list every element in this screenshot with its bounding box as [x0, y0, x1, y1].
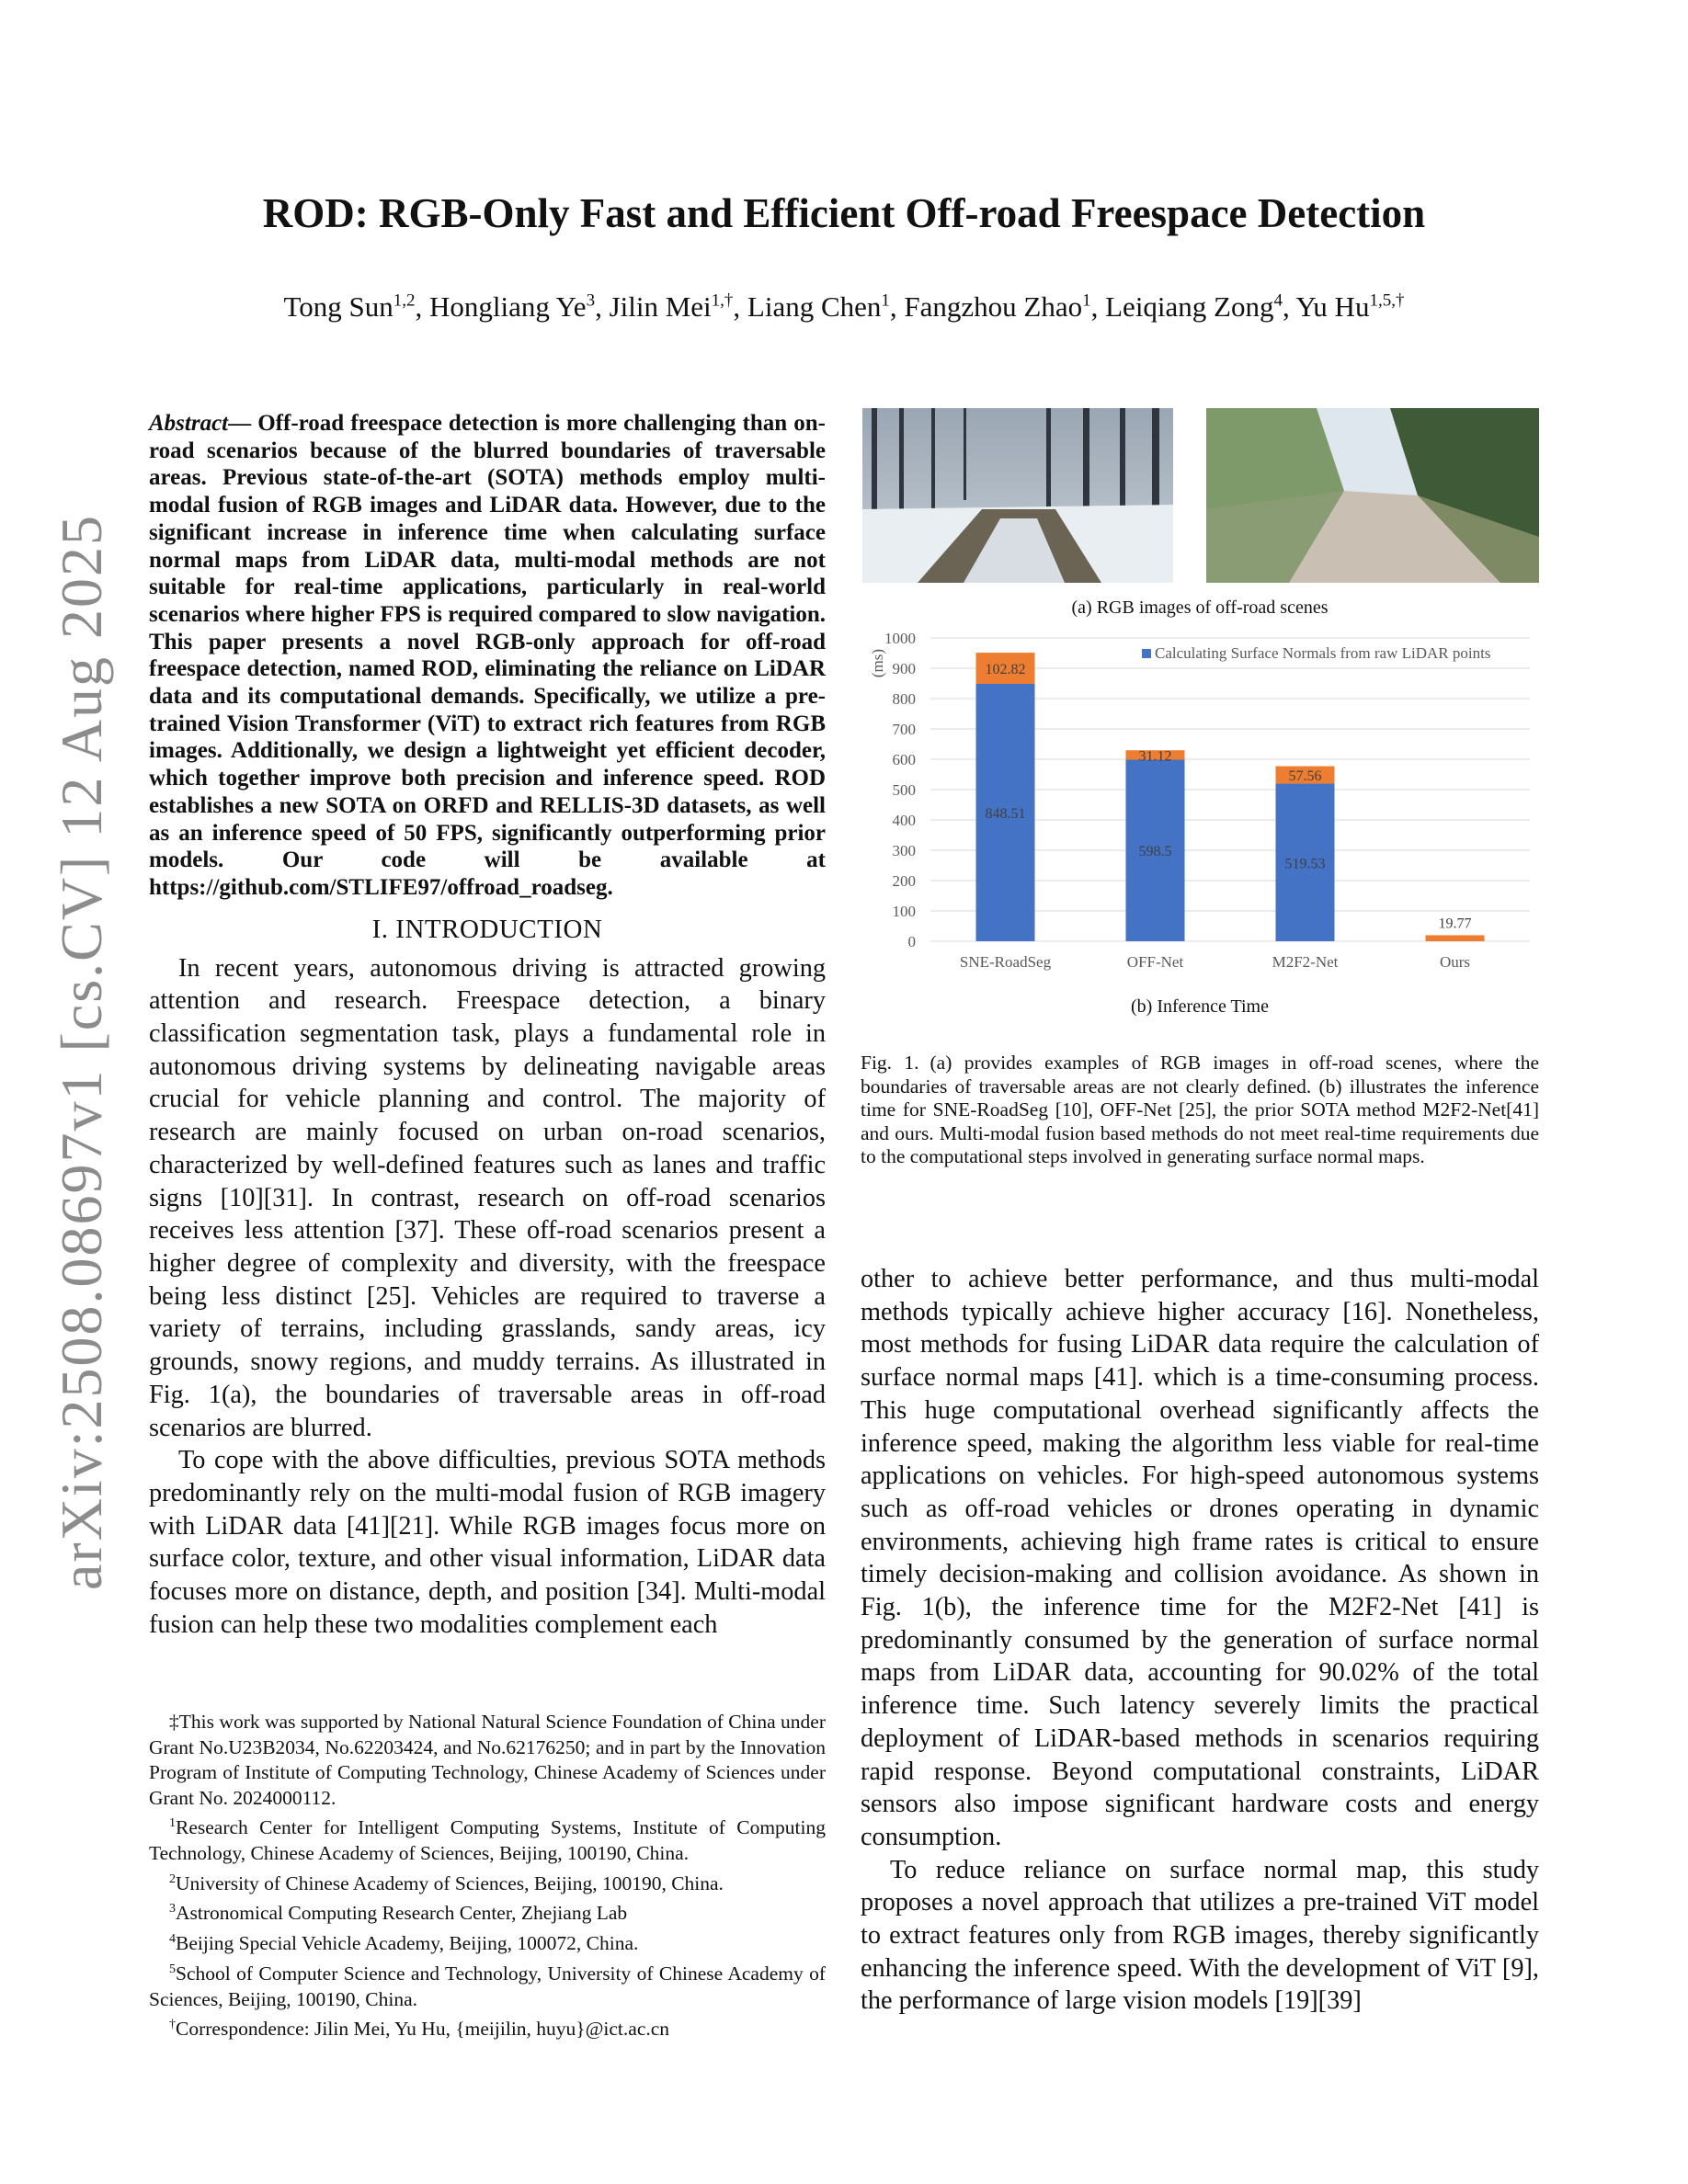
author: Yu Hu [1295, 290, 1370, 323]
abstract-lead: Abstract [149, 411, 229, 436]
affiliation-note: $^1$Research Center for Intelligent Computing Systems, Institute of Computing Technology, Chinese Academy of Sciences, Beijing, 100190, China. [149, 1816, 826, 1865]
y-tick-label: 900 [892, 660, 916, 677]
footnote-mark: 1 [169, 1816, 176, 1831]
author-affil: 1,5,† [1369, 290, 1405, 311]
y-tick-label: 100 [892, 903, 916, 920]
snow-forest-photo [862, 408, 1173, 583]
section-heading: I. INTRODUCTION [371, 914, 603, 944]
author-list: Tong Sun$^{1,2}$, Hongliang Ye$^3$, Jilin Mei$^{1,\dagger}$, Liang Chen$^1$, Fangzhou Zhao$^1$, Leiqiang Zong$^4$, Yu $Hu^{1,5,\dagger}$ [283, 290, 1405, 323]
y-tick-label: 1000 [884, 630, 916, 647]
data-label: 57.56 [1288, 768, 1322, 785]
intro-paragraph-1: In recent years, autonomous driving is attracted growing attention and research. Freespace detection, a binary classification segmentation task, plays a fundamental role in autonomous driving systems by delineating navigable areas crucial for vehicle planning and control. The majority of research are mainly focused on urban on-road scenarios, characterized by well-defined features such as lanes and traffic signs [10][31]. In contrast, research on off-road scenarios receives less attention [37]. These off-road scenarios present a higher degree of complexity and diversity, with the freespace being less distinct [25]. Vehicles are required to traverse a variety of terrains, including grasslands, sandy areas, icy grounds, snowy regions, and muddy terrains. As illustrated in Fig. 1(a), the boundaries of traversable areas in off-road scenarios are blurred. [149, 953, 826, 1442]
data-label: 19.77 [1438, 916, 1472, 932]
author: Liang Chen [747, 290, 882, 323]
footnote-mark: † [169, 2018, 176, 2032]
affiliation-note: $^5$School of Computer Science and Technology, University of Chinese Academy of Sciences, Beijing, 100190, China. [149, 1962, 826, 2010]
x-tick-label: M2F2-Net [1272, 953, 1339, 971]
legend-label: Calculating Surface Normals from raw LiDAR points [1155, 644, 1491, 662]
footnote-mark: 2 [169, 1871, 176, 1886]
right-paragraph-2: To reduce reliance on surface normal map, this study proposes a novel approach that utilizes a pre-trained ViT model to extract features only from RGB images, thereby significantly enhancing the inference speed. With the development of ViT [9], the performance of large vision models [19][39] [861, 1855, 1539, 2016]
author: Hongliang Ye [429, 290, 587, 323]
abstract-dash: — [228, 411, 252, 436]
y-tick-label: 300 [892, 842, 916, 859]
data-label: 598.5 [1138, 844, 1172, 860]
author: Leiqiang Zong [1105, 290, 1274, 323]
data-label: 31.12 [1138, 748, 1172, 765]
dirt-road-photo [1206, 408, 1539, 583]
author-affil: 1 [881, 290, 890, 311]
author-affil: 1 [1082, 290, 1091, 311]
abstract-text: Off-road freespace detection is more challenging than on-road scenarios because of the blurred boundaries of traversable areas. Previous state-of-the-art (SOTA) methods employ multi-modal fusion of RGB images and LiDAR data. However, due to the significant increase in inference time when calculating surface normal maps from LiDAR data, multi-modal methods are not suitable for real-time applications, particularly in real-world scenarios where higher FPS is required compared to slow navigation. This paper presents a novel RGB-only approach for off-road freespace detection, named ROD, eliminating the reliance on LiDAR data and its computational demands. Specifically, we utilize a pre-trained Vision Transformer (ViT) to extract rich features from RGB images. Additionally, we design a lightweight yet efficient decoder, which together improve both precision and inference speed. ROD establishes a new SOTA on ORFD and RELLIS-3D datasets, as well as an inference speed of 50 FPS, significantly outperforming prior models. Our code will be available at https://github.com/STLIFE97/offroad_roadseg. [149, 411, 826, 900]
y-tick-label: 0 [907, 933, 916, 950]
footnote-mark: 5 [169, 1962, 176, 1976]
right-column-text [861, 1263, 1539, 2018]
y-tick-label: 600 [892, 751, 916, 768]
legend-swatch [1142, 649, 1151, 658]
inference-time-chart [861, 625, 1539, 993]
footnotes [149, 1710, 826, 2042]
affiliation-note: $^3$Astronomical Computing Research Center, Zhejiang Lab [169, 1902, 628, 1925]
author: Tong Sun [283, 290, 393, 323]
paper-title: ROD: RGB-Only Fast and Efficient Off-road Freespace Detection [262, 190, 1426, 236]
x-tick-label: Ours [1439, 953, 1471, 971]
figure-caption [861, 1052, 1539, 1169]
footnote-mark: 3 [169, 1902, 176, 1917]
author-affil: 1,† [711, 290, 734, 311]
author-affil: 4 [1273, 290, 1283, 311]
figure-caption-label: Fig. 1. [861, 1052, 919, 1074]
affiliation-note: $^2$University of Chinese Academy of Sciences, Beijing, 100190, China. [169, 1871, 724, 1894]
y-axis-label: (ms) [869, 649, 886, 678]
data-label: 848.51 [985, 805, 1026, 822]
y-tick-label: 700 [892, 721, 916, 738]
y-tick-label: 200 [892, 872, 916, 890]
correspondence-note: †Correspondence: Jilin Mei, Yu Hu, {meijilin, huyu}@ict.ac.cn [169, 2018, 670, 2041]
figure-b-label: (b) Inference Time [1131, 996, 1269, 1017]
footnote-mark: 4 [169, 1932, 176, 1947]
y-tick-label: 500 [892, 781, 916, 799]
data-label: 102.82 [985, 662, 1026, 678]
figure-a-label: (a) RGB images of off-road scenes [1071, 597, 1329, 618]
x-tick-label: SNE-RoadSeg [959, 953, 1052, 971]
intro-paragraph-2: To cope with the above difficulties, previous SOTA methods predominantly rely on the multi-modal fusion of RGB imagery with LiDAR data [41][21]. While RGB images focus more on surface color, texture, and other visual information, LiDAR data focuses more on distance, depth, and position [34]. Multi-modal fusion can help these two modalities complement each [149, 1446, 826, 1639]
abstract [149, 410, 826, 902]
funding-note: ‡This work was supported by National Natural Science Foundation of China under Grant No.U23B2034, No.62203424, and No.62176250; and in part by the Innovation Program of Institute of Computing Technology, Chinese Academy of Sciences under Grant No. 2024000112. [149, 1711, 826, 1809]
y-tick-label: 400 [892, 812, 916, 829]
chart-svg [861, 625, 1539, 993]
right-paragraph-1: other to achieve better performance, and thus multi-modal methods typically achieve higher accuracy [16]. Nonetheless, most methods for fusing LiDAR data require the calculation of surface normal maps [41]. which is a time-consuming process. This huge computational overhead significantly affects the inference speed, making the algorithm less viable for real-time applications on vehicles. For high-speed autonomous systems such as off-road vehicles or drones operating in dynamic environments, achieving high frame rates is critical to ensure timely decision-making and collision avoidance. As shown in Fig. 1(b), the inference time for the M2F2-Net [41] is predominantly consumed by the generation of surface normal maps from LiDAR data, accounting for 90.02% of the total inference time. Such latency severely limits the practical deployment of LiDAR-based methods in scenarios requiring rapid response. Beyond computational constraints, LiDAR sensors also impose significant hardware costs and energy consumption. [861, 1265, 1539, 1851]
author-affil: 3 [586, 290, 596, 311]
affiliation-note: $^4$Beijing Special Vehicle Academy, Beijing, 100072, China. [169, 1932, 639, 1955]
figure-caption-text: (a) provides examples of RGB images in off-road scenes, where the boundaries of traversable areas are not clearly defined. (b) illustrates the inference time for SNE-RoadSeg [10], OFF-Net [25], the prior SOTA method M2F2-Net[41] and ours. Multi-modal fusion based methods do not meet real-time requirements due to the computational steps involved in generating surface normal maps. [861, 1052, 1539, 1168]
data-label: 519.53 [1284, 856, 1326, 872]
y-tick-label: 800 [892, 690, 916, 708]
x-tick-label: OFF-Net [1126, 953, 1184, 971]
author: Fangzhou Zhao [904, 290, 1083, 323]
author: Jilin Mei [609, 290, 712, 323]
bar-segment-normals [1426, 935, 1485, 941]
arxiv-identifier: arXiv:2508.08697v1 [cs.CV] 12 Aug 2025 [49, 513, 114, 1590]
author-affil: 1,2 [393, 290, 416, 311]
left-column [149, 410, 826, 1641]
